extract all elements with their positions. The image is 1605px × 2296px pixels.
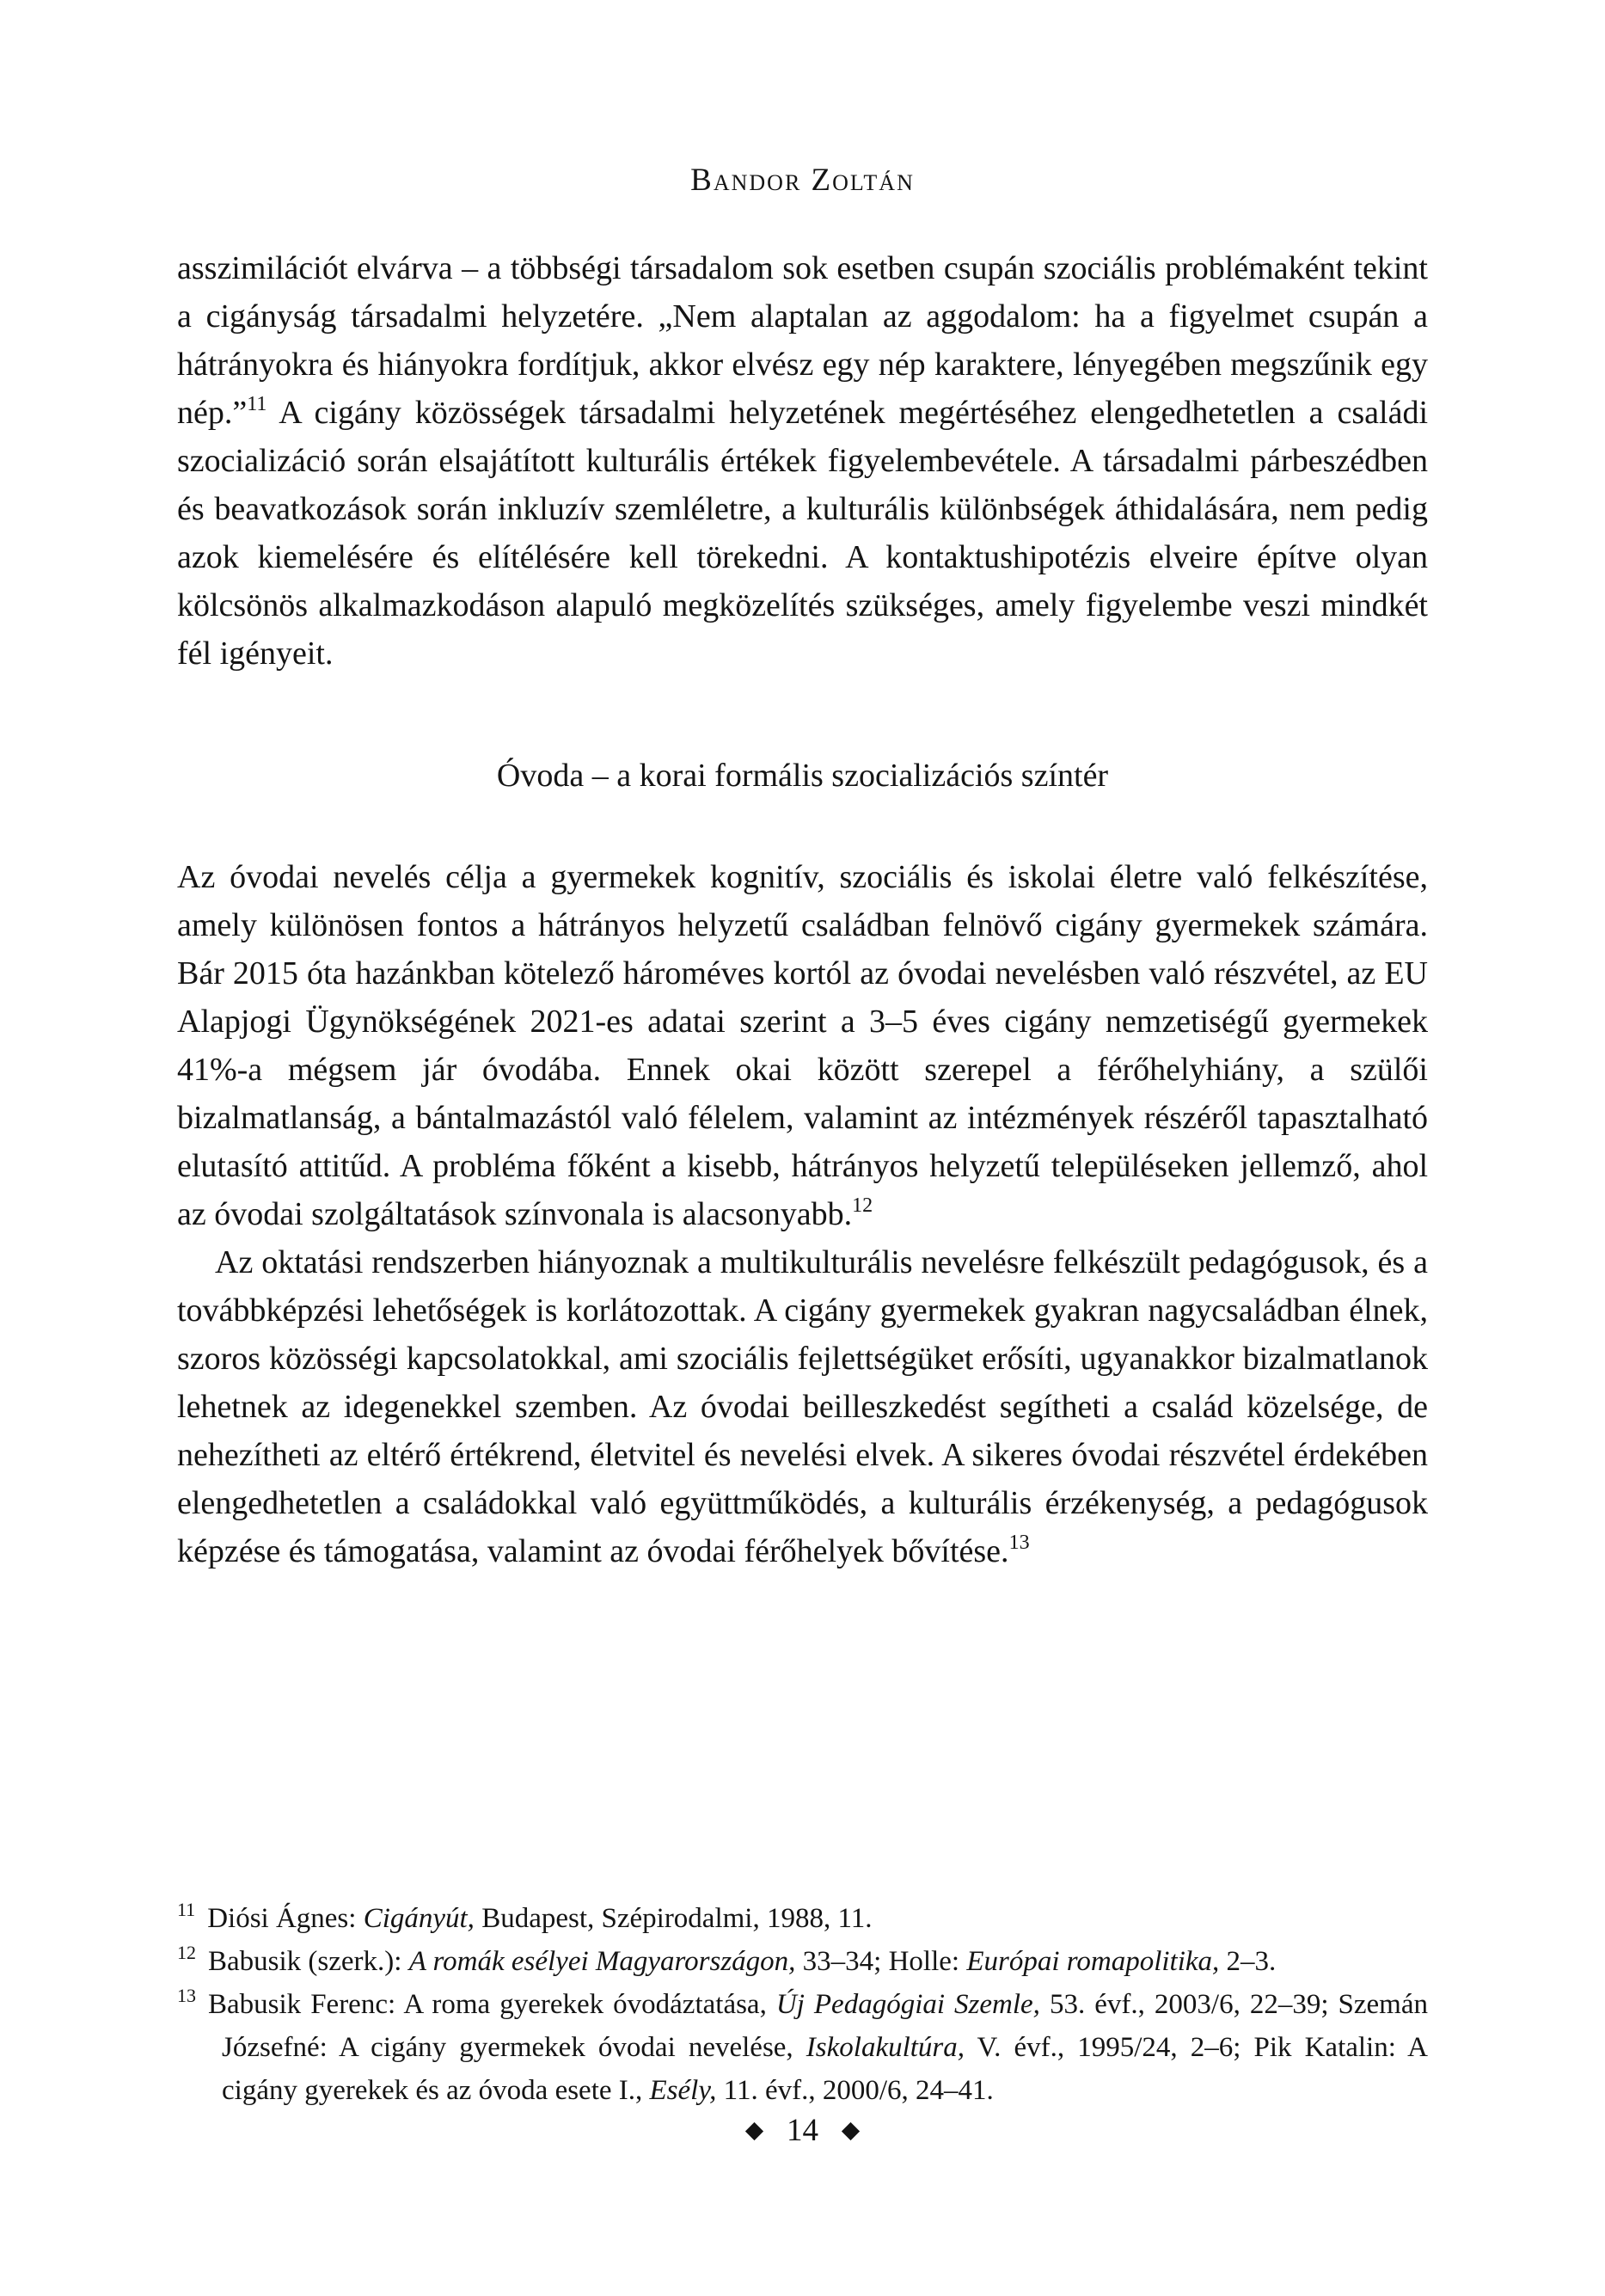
footnote-ref: 11 (247, 393, 267, 415)
text-run: asszimilációt elvárva – a többségi társadalom sok esetben csupán szociális problémaként tekint a cigányság társadalmi helyzetére. „Nem alaptalan az aggodalom: ha a figyelmet csupán a hátrányokra és hiányokra fordítjuk, akkor elvész egy nép karaktere, lényegében megszűnik egy nép.” (177, 250, 1428, 431)
body-paragraph (177, 1238, 1428, 1575)
text-run: Az oktatási rendszerben hiányoznak a multikulturális nevelésre felkészült pedagógusok, és a továbbképzési lehetőségek is korlátozottak. A cigány gyermekek gyakran nagycsaládban élnek, szoros közösségi kapcsolatokkal, ami szociális fejlettségüket erősíti, ugyanakkor bizalmatlanok lehetnek az idegenekkel szemben. Az óvodai beilleszkedést segítheti a család közelsége, de nehezítheti az eltérő értékrend, életvitel és nevelési elvek. A sikeres óvodai részvétel érdekében elengedhetetlen a családokkal való együttműködés, a kulturális érzékenység, a pedagógusok képzése és támogatása, valamint az óvodai férőhelyek bővítése. (177, 1244, 1428, 1569)
text-run: Budapest, Szépirodalmi, 1988, 11. (474, 1903, 873, 1934)
body-paragraph (177, 853, 1428, 1238)
text-run: 53. évf., 2003/6, 22–39; Szemán Józsefné: A cigány gyermekek óvodai nevelése, (222, 1989, 1428, 2063)
text-run: Babusik Ferenc: A roma gyerekek óvodáztatása, (208, 1989, 776, 2020)
text-run: A cigány közösségek társadalmi helyzetének megértéséhez elengedhetetlen a családi szocializáció során elsajátított kulturális értékek figyelembevétele. A társadalmi párbeszédben és beavatkozások során inkluzív szemléletre, a kulturális különbségek áthidalására, nem pedig azok kiemelésére és elítélésére kell törekedni. A kontaktushipotézis elveire építve olyan kölcsönös alkalmazkodáson alapuló megközelítés szükséges, amely figyelembe veszi mindkét fél igényeit. (177, 395, 1428, 672)
text-run: Az óvodai nevelés célja a gyermekek kognitív, szociális és iskolai életre való felkészítése, amely különösen fontos a hátrányos helyzetű családban felnövő cigány gyermekek számára. Bár 2015 óta hazánkban kötelező hároméves kortól az óvodai nevelésben való részvétel, az EU Alapjogi Ügynökségének 2021-es adatai szerint a 3–5 éves cigány nemzetiségű gyermekek 41%-a mégsem jár óvodába. Ennek okai között szerepel a férőhelyhiány, a szülői bizalmatlanság, a bántalmazástól való félelem, valamint az intézmények részéről tapasztalható elutasító attitűd. A probléma főként a kisebb, hátrányos helyzetű településeken jellemző, ahol az óvodai szolgáltatások színvonala is alacsonyabb. (177, 859, 1428, 1232)
footnote-text (207, 1903, 872, 1934)
body-text-column (177, 244, 1428, 1575)
footnote-number: 11 (177, 1899, 196, 1920)
page-number: 14 (787, 2113, 818, 2148)
italic-title: Iskolakultúra, (806, 2032, 965, 2063)
text-run: 33–34; Holle: (795, 1946, 967, 1977)
text-run: 2–3. (1219, 1946, 1277, 1977)
footnote-number: 13 (177, 1985, 196, 2006)
footnote-ref: 13 (1008, 1532, 1030, 1554)
diamond-ornament (842, 2121, 860, 2139)
section-heading: Óvoda – a korai formális szocializációs színtér (496, 758, 1109, 794)
footnote-item (177, 1983, 1428, 2112)
body-paragraph (177, 244, 1428, 678)
text-run: Diósi Ágnes: (207, 1903, 364, 1934)
text-run: Babusik (szerk.): (208, 1946, 409, 1977)
italic-title: Európai romapolitika, (966, 1946, 1220, 1977)
running-header: Bandor Zoltán (690, 163, 915, 198)
text-run: V. évf., 1995/24, 2–6; Pik Katalin: A cigány gyerekek és az óvoda esete I., (222, 2032, 1428, 2106)
footnotes-section (177, 1897, 1428, 2112)
footnote-text (208, 1946, 1276, 1977)
text-run: 11. évf., 2000/6, 24–41. (716, 2075, 994, 2106)
italic-title: Esély, (649, 2075, 717, 2106)
italic-title: Új Pedagógiai Szemle, (775, 1989, 1040, 2020)
footnote-item (177, 1897, 1428, 1940)
page-number-row (0, 2114, 1605, 2148)
italic-title: A romák esélyei Magyarországon, (408, 1946, 796, 1977)
footnote-ref: 12 (852, 1194, 873, 1217)
italic-title: Cigányút, (363, 1903, 475, 1934)
diamond-ornament (745, 2121, 763, 2139)
footnote-number: 12 (177, 1942, 196, 1963)
footnote-item (177, 1940, 1428, 1983)
footnote-text (208, 1989, 1428, 2106)
